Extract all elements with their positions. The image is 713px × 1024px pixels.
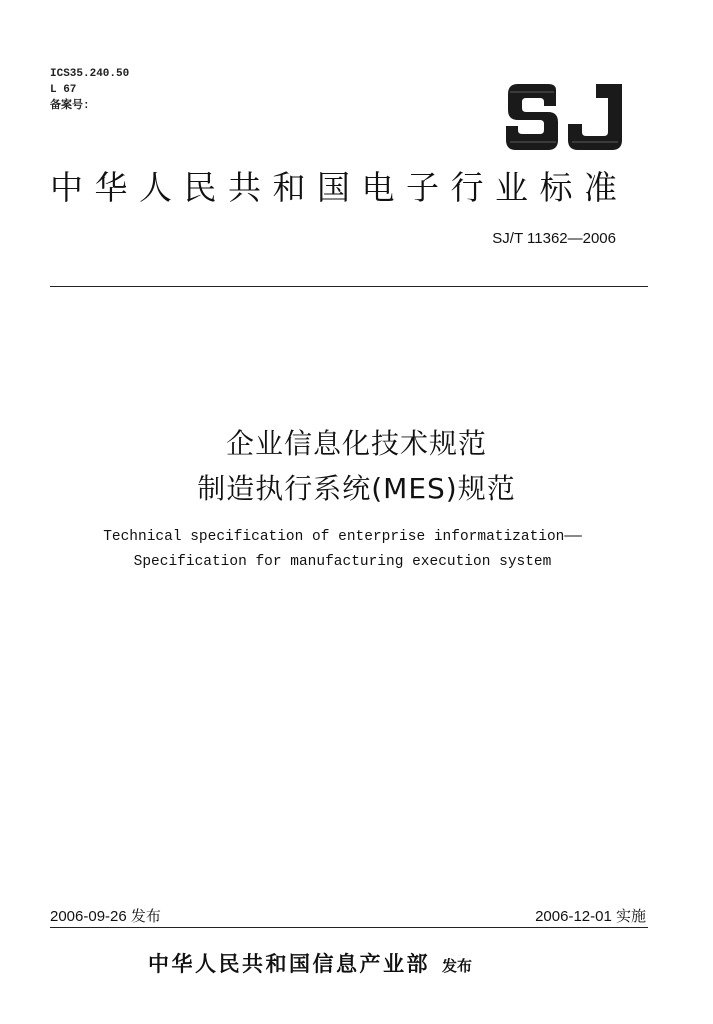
publisher-suffix: 发布 xyxy=(442,957,473,975)
ccs-code: L 67 xyxy=(50,84,77,96)
implementation-date: 2006-12-01 实施 xyxy=(535,908,646,925)
classification-codes xyxy=(50,66,129,114)
sj-logo xyxy=(506,84,622,150)
english-title-line-1: Technical specification of enterprise informatization—— xyxy=(103,529,582,545)
publisher-line xyxy=(148,948,472,978)
chinese-title-line-1: 企业信息化技术规范 xyxy=(225,427,487,460)
english-title-line-2: Specification for manufacturing execution system xyxy=(133,554,552,570)
record-number-label: 备案号: xyxy=(50,100,90,112)
publisher-name: 中华人民共和国信息产业部 xyxy=(148,952,430,976)
chinese-title-line-2: 制造执行系统(MES)规范 xyxy=(197,472,516,505)
top-divider xyxy=(50,286,648,287)
issuing-standard-category: 中华人民共和国电子行业标准 xyxy=(50,168,629,207)
standard-number: SJ/T 11362—2006 xyxy=(492,230,616,247)
bottom-divider xyxy=(50,927,648,928)
ics-code: ICS35.240.50 xyxy=(50,68,130,80)
issue-date: 2006-09-26 发布 xyxy=(50,908,161,925)
